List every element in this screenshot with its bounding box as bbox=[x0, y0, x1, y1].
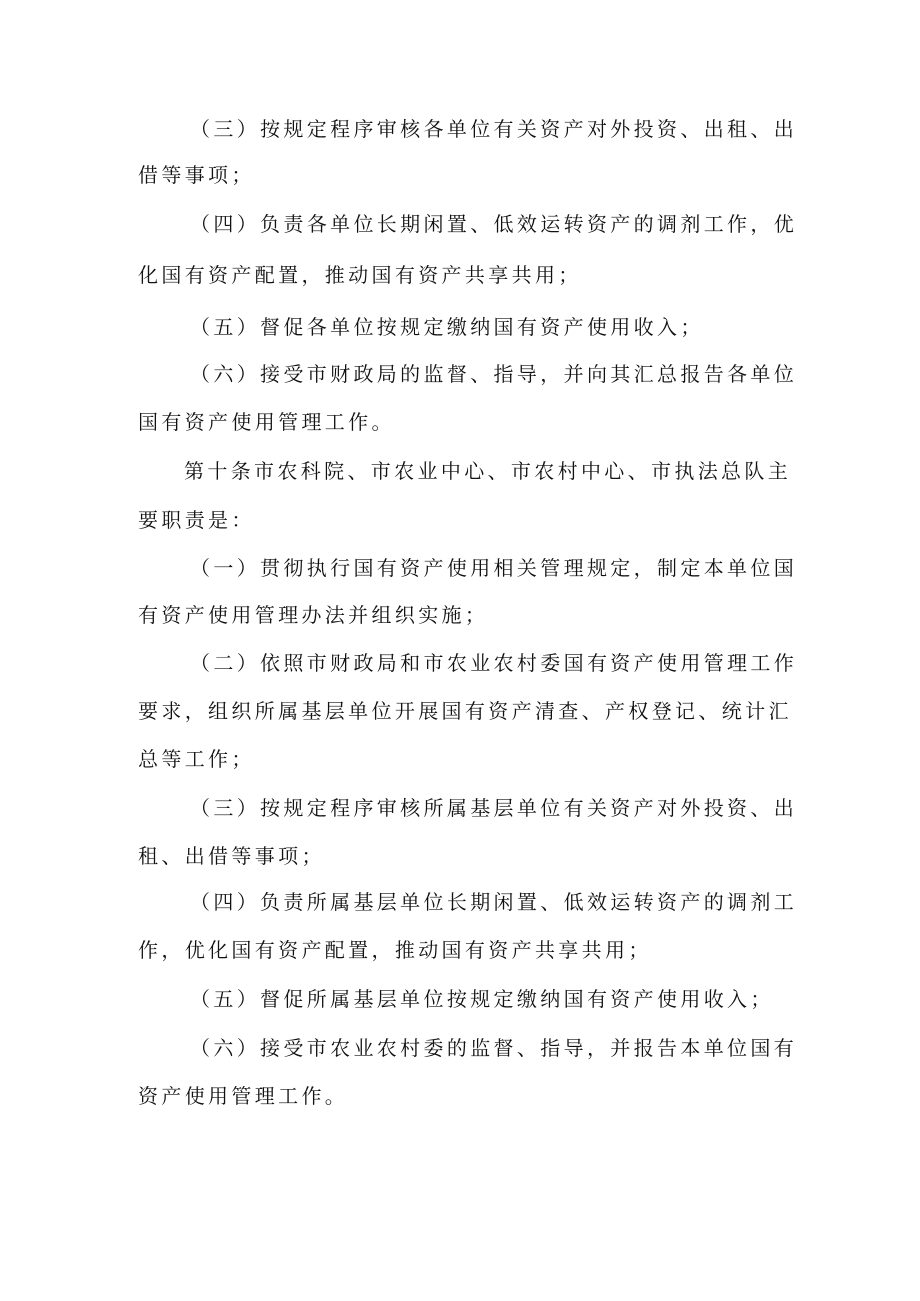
paragraph-line: 化国有资产配置，推动国有资产共享共用； bbox=[138, 263, 582, 287]
paragraph-line: 国有资产使用管理工作。 bbox=[138, 410, 395, 434]
article-heading-line: 第十条市农科院、市农业中心、市农村中心、市执法总队主 bbox=[184, 459, 792, 483]
paragraph-line: 资产使用管理工作。 bbox=[138, 1084, 349, 1108]
paragraph-line: （五）督促所属基层单位按规定缴纳国有资产使用收入； bbox=[190, 987, 774, 1011]
paragraph-line: 作，优化国有资产配置，推动国有资产共享共用； bbox=[138, 938, 652, 962]
paragraph-line: 租、出借等事项； bbox=[138, 844, 325, 868]
paragraph-line: （三）按规定程序审核各单位有关资产对外投资、出租、出 bbox=[190, 117, 798, 141]
paragraph-line: 借等事项； bbox=[138, 163, 255, 187]
paragraph-line: （三）按规定程序审核所属基层单位有关资产对外投资、出 bbox=[190, 796, 798, 820]
paragraph-line: （六）接受市农业农村委的监督、指导，并报告本单位国有 bbox=[190, 1036, 798, 1060]
paragraph-line: （四）负责各单位长期闲置、低效运转资产的调剂工作，优 bbox=[190, 212, 798, 236]
paragraph-line: 要求，组织所属基层单位开展国有资产清查、产权登记、统计汇 bbox=[138, 699, 792, 723]
paragraph-line: （六）接受市财政局的监督、指导，并向其汇总报告各单位 bbox=[190, 362, 798, 386]
paragraph-line: 要职责是： bbox=[138, 508, 255, 532]
paragraph-line: （四）负责所属基层单位长期闲置、低效运转资产的调剂工 bbox=[190, 890, 798, 914]
paragraph-line: 总等工作； bbox=[138, 747, 255, 771]
paragraph-line: （一）贯彻执行国有资产使用相关管理规定，制定本单位国 bbox=[190, 556, 798, 580]
paragraph-line: （五）督促各单位按规定缴纳国有资产使用收入； bbox=[190, 315, 704, 339]
paragraph-line: （二）依照市财政局和市农业农村委国有资产使用管理工作 bbox=[190, 651, 798, 675]
paragraph-line: 有资产使用管理办法并组织实施； bbox=[138, 603, 489, 627]
